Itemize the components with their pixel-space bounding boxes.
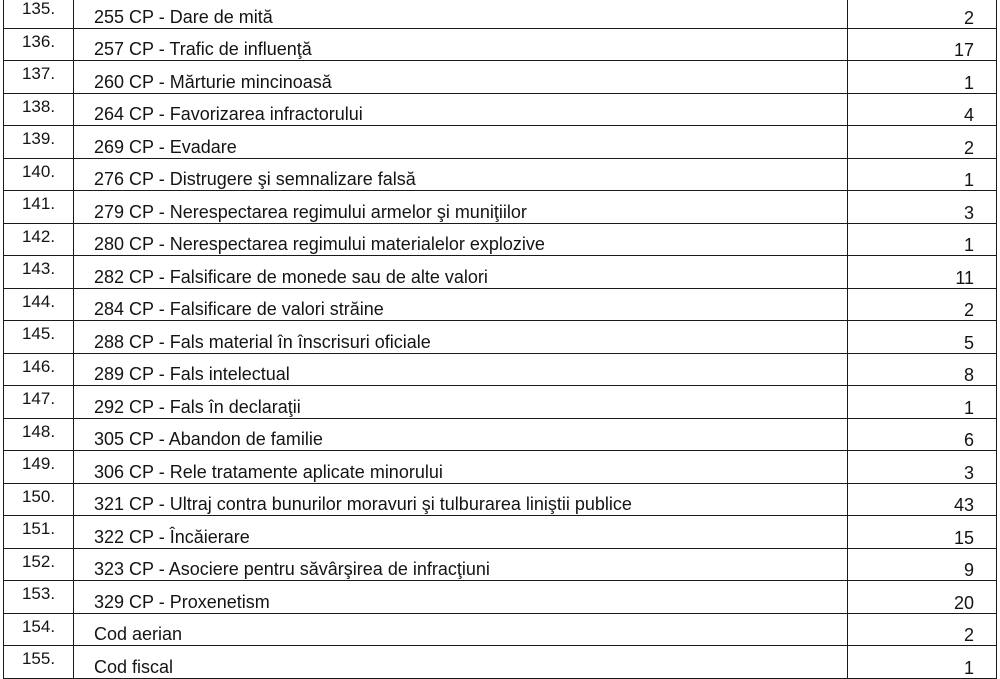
offense-count-cell: 6 bbox=[848, 418, 997, 451]
offense-name-cell: 306 CP - Rele tratamente aplicate minorului bbox=[74, 451, 848, 484]
offense-count-cell: 20 bbox=[848, 581, 997, 614]
row-number-cell: 147. bbox=[4, 386, 74, 419]
offense-count-cell: 11 bbox=[848, 256, 997, 289]
offense-count-cell: 3 bbox=[848, 191, 997, 224]
table-row bbox=[4, 353, 997, 386]
offense-count-cell: 4 bbox=[848, 93, 997, 126]
row-number-cell: 137. bbox=[4, 61, 74, 94]
row-number-cell: 138. bbox=[4, 93, 74, 126]
table-row bbox=[4, 548, 997, 581]
row-number-cell: 154. bbox=[4, 613, 74, 646]
offense-count-cell: 2 bbox=[848, 288, 997, 321]
row-number-cell: 149. bbox=[4, 451, 74, 484]
offense-count-cell: 1 bbox=[848, 61, 997, 94]
table-row bbox=[4, 646, 997, 679]
row-number-cell: 145. bbox=[4, 321, 74, 354]
table-row bbox=[4, 256, 997, 289]
offense-name-cell: 264 CP - Favorizarea infractorului bbox=[74, 93, 848, 126]
offenses-table-body bbox=[4, 0, 997, 678]
offense-name-cell: 292 CP - Fals în declaraţii bbox=[74, 386, 848, 419]
table-row bbox=[4, 61, 997, 94]
offense-name-cell: 288 CP - Fals material în înscrisuri oficiale bbox=[74, 321, 848, 354]
row-number-cell: 155. bbox=[4, 646, 74, 679]
row-number-cell: 142. bbox=[4, 223, 74, 256]
offenses-table bbox=[3, 0, 997, 679]
offense-name-cell: 282 CP - Falsificare de monede sau de alte valori bbox=[74, 256, 848, 289]
offense-name-cell: 276 CP - Distrugere şi semnalizare falsă bbox=[74, 158, 848, 191]
row-number-cell: 153. bbox=[4, 581, 74, 614]
offense-name-cell: Cod fiscal bbox=[74, 646, 848, 679]
offense-count-cell: 1 bbox=[848, 646, 997, 679]
table-row bbox=[4, 451, 997, 484]
row-number-cell: 140. bbox=[4, 158, 74, 191]
offense-count-cell: 2 bbox=[848, 0, 997, 28]
table-row bbox=[4, 223, 997, 256]
row-number-cell: 135. bbox=[4, 0, 74, 28]
table-row bbox=[4, 93, 997, 126]
offense-count-cell: 15 bbox=[848, 516, 997, 549]
offense-name-cell: 257 CP - Trafic de influenţă bbox=[74, 28, 848, 61]
table-row bbox=[4, 613, 997, 646]
table-row bbox=[4, 516, 997, 549]
table-row bbox=[4, 28, 997, 61]
offense-name-cell: 280 CP - Nerespectarea regimului materialelor explozive bbox=[74, 223, 848, 256]
table-row bbox=[4, 581, 997, 614]
table-row bbox=[4, 483, 997, 516]
table-row bbox=[4, 158, 997, 191]
offense-count-cell: 2 bbox=[848, 126, 997, 159]
offense-count-cell: 9 bbox=[848, 548, 997, 581]
offense-count-cell: 43 bbox=[848, 483, 997, 516]
table-row bbox=[4, 418, 997, 451]
offense-name-cell: 321 CP - Ultraj contra bunurilor moravuri şi tulburarea liniştii publice bbox=[74, 483, 848, 516]
offense-name-cell: 279 CP - Nerespectarea regimului armelor şi muniţiilor bbox=[74, 191, 848, 224]
offense-name-cell: 323 CP - Asociere pentru săvârşirea de infracţiuni bbox=[74, 548, 848, 581]
offense-count-cell: 1 bbox=[848, 386, 997, 419]
row-number-cell: 150. bbox=[4, 483, 74, 516]
table-row bbox=[4, 321, 997, 354]
offense-name-cell: 305 CP - Abandon de familie bbox=[74, 418, 848, 451]
row-number-cell: 143. bbox=[4, 256, 74, 289]
offense-name-cell: 269 CP - Evadare bbox=[74, 126, 848, 159]
offense-count-cell: 1 bbox=[848, 223, 997, 256]
row-number-cell: 139. bbox=[4, 126, 74, 159]
table-row bbox=[4, 288, 997, 321]
offense-count-cell: 8 bbox=[848, 353, 997, 386]
offense-name-cell: 284 CP - Falsificare de valori străine bbox=[74, 288, 848, 321]
row-number-cell: 136. bbox=[4, 28, 74, 61]
offense-count-cell: 1 bbox=[848, 158, 997, 191]
table-row bbox=[4, 126, 997, 159]
offense-name-cell: 255 CP - Dare de mită bbox=[74, 0, 848, 28]
table-row bbox=[4, 0, 997, 28]
offense-name-cell: 260 CP - Mărturie mincinoasă bbox=[74, 61, 848, 94]
offense-count-cell: 3 bbox=[848, 451, 997, 484]
table-row bbox=[4, 191, 997, 224]
offense-count-cell: 17 bbox=[848, 28, 997, 61]
offense-name-cell: 289 CP - Fals intelectual bbox=[74, 353, 848, 386]
offense-name-cell: 329 CP - Proxenetism bbox=[74, 581, 848, 614]
row-number-cell: 148. bbox=[4, 418, 74, 451]
row-number-cell: 141. bbox=[4, 191, 74, 224]
offense-count-cell: 5 bbox=[848, 321, 997, 354]
table-row bbox=[4, 386, 997, 419]
row-number-cell: 152. bbox=[4, 548, 74, 581]
offense-count-cell: 2 bbox=[848, 613, 997, 646]
row-number-cell: 144. bbox=[4, 288, 74, 321]
row-number-cell: 146. bbox=[4, 353, 74, 386]
offense-name-cell: 322 CP - Încăierare bbox=[74, 516, 848, 549]
row-number-cell: 151. bbox=[4, 516, 74, 549]
offense-name-cell: Cod aerian bbox=[74, 613, 848, 646]
